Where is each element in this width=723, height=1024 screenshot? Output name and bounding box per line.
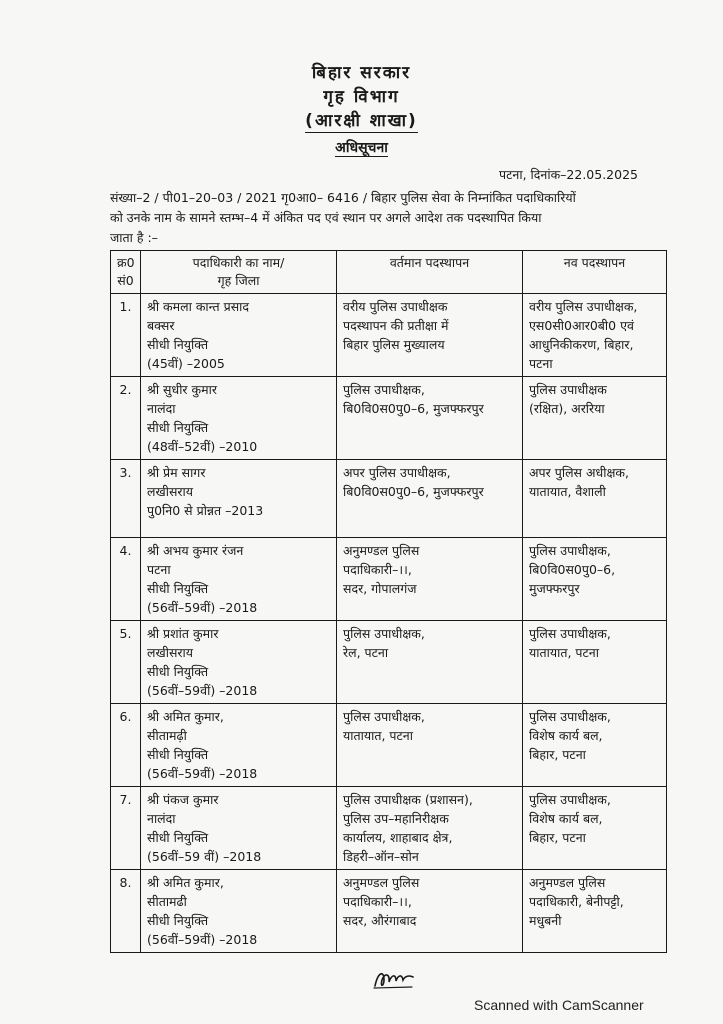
cell-line: विशेष कार्य बल,	[529, 728, 603, 743]
cell-line: पु0नि0 से प्रोन्नत –2013	[147, 503, 264, 518]
cell-line: पुलिस उपाधीक्षक (प्रशासन),	[343, 792, 473, 807]
current-posting-cell	[337, 294, 523, 377]
table-row	[111, 870, 667, 953]
cell-line: (56वीं–59वीं) –2018	[147, 600, 258, 615]
name-cell	[141, 460, 337, 538]
cell-line: कार्यालय, शाहाबाद क्षेत्र,	[343, 830, 453, 845]
cell-line: पुलिस उपाधीक्षक	[529, 382, 607, 397]
cell-line: विशेष कार्य बल,	[529, 811, 603, 826]
cell-line: श्री अमित कुमार,	[147, 875, 224, 890]
cell-line: अनुमण्डल पुलिस	[343, 543, 420, 558]
cell-line: सीधी नियुक्ति	[147, 337, 209, 352]
header-new-posting	[523, 251, 667, 294]
new-posting-cell	[523, 621, 667, 704]
new-posting-cell	[523, 787, 667, 870]
cell-line: अपर पुलिस उपाधीक्षक,	[343, 465, 451, 480]
serial-cell: 5.	[111, 621, 141, 704]
cell-line: एस0सी0आर0बी0 एवं	[529, 318, 634, 333]
name-cell	[141, 787, 337, 870]
current-posting-cell	[337, 460, 523, 538]
table-row	[111, 294, 667, 377]
name-cell	[141, 870, 337, 953]
serial-cell: 4.	[111, 538, 141, 621]
cell-line: नालंदा	[147, 811, 176, 826]
cell-line: श्री अमित कुमार,	[147, 709, 224, 724]
cell-line: लखीसराय	[147, 645, 193, 660]
cell-line: लखीसराय	[147, 484, 193, 499]
name-cell	[141, 704, 337, 787]
cell-line: सीतामढ़ी	[147, 728, 187, 743]
cell-line: डिहरी–ऑन–सोन	[343, 849, 419, 864]
current-posting-cell	[337, 787, 523, 870]
cell-line: (56वीं–59 वीं) –2018	[147, 849, 262, 864]
header-serial	[111, 251, 141, 294]
cell-line: सीधी नियुक्ति	[147, 581, 209, 596]
serial-cell: 1.	[111, 294, 141, 377]
table-row	[111, 460, 667, 538]
cell-line: श्री प्रशांत कुमार	[147, 626, 219, 641]
new-posting-cell	[523, 460, 667, 538]
header-name	[141, 251, 337, 294]
cell-line: सीधी नियुक्ति	[147, 420, 209, 435]
serial-cell: 8.	[111, 870, 141, 953]
table-row	[111, 787, 667, 870]
cell-line: पुलिस उपाधीक्षक,	[343, 382, 425, 397]
serial-cell: 7.	[111, 787, 141, 870]
cell-line: यातायात, वैशाली	[529, 484, 606, 499]
cell-line: सदर, औरंगाबाद	[343, 913, 417, 928]
cell-line: क्र0	[117, 255, 135, 270]
cell-line: बक्सर	[147, 318, 175, 333]
cell-line: श्री कमला कान्त प्रसाद	[147, 299, 250, 314]
cell-line: पुलिस उपाधीक्षक,	[529, 626, 611, 641]
notification-heading-text: अधिसूचना	[335, 140, 388, 156]
cell-line: वरीय पुलिस उपाधीक्षक	[343, 299, 448, 314]
cell-line: पदाधिकारी–।।,	[343, 894, 412, 909]
serial-cell: 3.	[111, 460, 141, 538]
cell-line: बिहार, पटना	[529, 830, 586, 845]
cell-line: पदस्थापन की प्रतीक्षा में	[343, 318, 449, 333]
cell-line: सीधी नियुक्ति	[147, 664, 209, 679]
current-posting-cell	[337, 704, 523, 787]
cell-line: अनुमण्डल पुलिस	[529, 875, 606, 890]
current-posting-cell	[337, 870, 523, 953]
cell-line: सदर, गोपालगंज	[343, 581, 417, 596]
signature-mark	[372, 966, 416, 992]
place-date: पटना, दिनांक–22.05.2025	[499, 167, 638, 182]
cell-line: सीधी नियुक्ति	[147, 830, 209, 845]
branch-title	[0, 108, 723, 131]
cell-line: (56वीं–59वीं) –2018	[147, 683, 258, 698]
notification-heading	[0, 138, 723, 157]
table-row	[111, 377, 667, 460]
cell-line: बि0वि0स0पु0–6, मुजफ्फरपुर	[343, 401, 484, 416]
department-title: गृह विभाग	[323, 87, 400, 107]
cell-line: (56वीं–59वीं) –2018	[147, 932, 258, 947]
cell-line: यातायात, पटना	[529, 645, 599, 660]
table-row	[111, 704, 667, 787]
current-posting-cell	[337, 621, 523, 704]
cell-line: गृह जिला	[217, 273, 260, 288]
cell-line: पुलिस उपाधीक्षक,	[343, 626, 425, 641]
cell-line: बि0वि0स0पु0–6,	[529, 562, 616, 577]
serial-cell: 6.	[111, 704, 141, 787]
cell-line: पुलिस उपाधीक्षक,	[529, 709, 611, 724]
cell-line: वरीय पुलिस उपाधीक्षक,	[529, 299, 638, 314]
branch-title-text: (आरक्षी शाखा)	[305, 111, 418, 131]
cell-line: (रक्षित), अररिया	[529, 401, 605, 416]
cell-line: श्री अभय कुमार रंजन	[147, 543, 244, 558]
cell-line: पदाधिकारी, बेनीपट्टी,	[529, 894, 624, 909]
cell-line: अनुमण्डल पुलिस	[343, 875, 420, 890]
cell-line: आधुनिकीकरण, बिहार,	[529, 337, 634, 352]
cell-line: श्री सुधीर कुमार	[147, 382, 217, 397]
cell-line: (48वीं–52वीं) –2010	[147, 439, 258, 454]
table-row	[111, 538, 667, 621]
cell-line: बि0वि0स0पु0–6, मुजफ्फरपुर	[343, 484, 484, 499]
cell-line: रेल, पटना	[343, 645, 389, 660]
cell-line: (45वीं) –2005	[147, 356, 225, 371]
serial-cell: 2.	[111, 377, 141, 460]
cell-line: नालंदा	[147, 401, 176, 416]
name-cell	[141, 377, 337, 460]
cell-line: पुलिस उपाधीक्षक,	[529, 792, 611, 807]
header-current-posting	[337, 251, 523, 294]
name-cell	[141, 294, 337, 377]
new-posting-cell	[523, 377, 667, 460]
cell-line: पटना	[529, 356, 553, 371]
current-posting-cell	[337, 377, 523, 460]
cell-line: यातायात, पटना	[343, 728, 413, 743]
cell-line: मधुबनी	[529, 913, 562, 928]
intro-paragraph	[110, 188, 670, 248]
cell-line: पदाधिकारी का नाम/	[192, 255, 285, 270]
cell-line: बिहार पुलिस मुख्यालय	[343, 337, 445, 352]
intro-line: जाता है :–	[110, 230, 158, 245]
new-posting-cell	[523, 294, 667, 377]
cell-line: मुजफ्फरपुर	[529, 581, 580, 596]
table-header-row	[111, 251, 667, 294]
cell-line: सं0	[117, 273, 134, 288]
current-posting-cell	[337, 538, 523, 621]
cell-line: श्री पंकज कुमार	[147, 792, 219, 807]
name-cell	[141, 621, 337, 704]
cell-line: बिहार, पटना	[529, 747, 586, 762]
cell-line: अपर पुलिस अधीक्षक,	[529, 465, 629, 480]
cell-line: पदाधिकारी–।।,	[343, 562, 412, 577]
cell-line: पुलिस उप–महानिरीक्षक	[343, 811, 449, 826]
cell-line: वर्तमान पदस्थापन	[389, 255, 470, 270]
new-posting-cell	[523, 704, 667, 787]
cell-line: श्री प्रेम सागर	[147, 465, 206, 480]
cell-line: सीतामढी	[147, 894, 187, 909]
new-posting-cell	[523, 538, 667, 621]
cell-line: पटना	[147, 562, 171, 577]
scanner-watermark: Scanned with CamScanner	[474, 997, 644, 1013]
cell-line: नव पदस्थापन	[563, 255, 626, 270]
cell-line: पुलिस उपाधीक्षक,	[343, 709, 425, 724]
cell-line: (56वीं–59वीं) –2018	[147, 766, 258, 781]
cell-line: सीधी नियुक्ति	[147, 913, 209, 928]
government-title: बिहार सरकार	[311, 63, 412, 83]
cell-line: सीधी नियुक्ति	[147, 747, 209, 762]
cell-line: पुलिस उपाधीक्षक,	[529, 543, 611, 558]
new-posting-cell	[523, 870, 667, 953]
name-cell	[141, 538, 337, 621]
table-row	[111, 621, 667, 704]
intro-line: को उनके नाम के सामने स्तम्भ–4 में अंकित पद एवं स्थान पर अगले आदेश तक पदस्थापित किया	[110, 210, 542, 225]
posting-table	[110, 250, 667, 953]
intro-line: संख्या–2 / पी01–20–03 / 2021 गृ0आ0– 6416 / बिहार पुलिस सेवा के निम्नांकित पदाधिकारियों	[110, 190, 576, 205]
